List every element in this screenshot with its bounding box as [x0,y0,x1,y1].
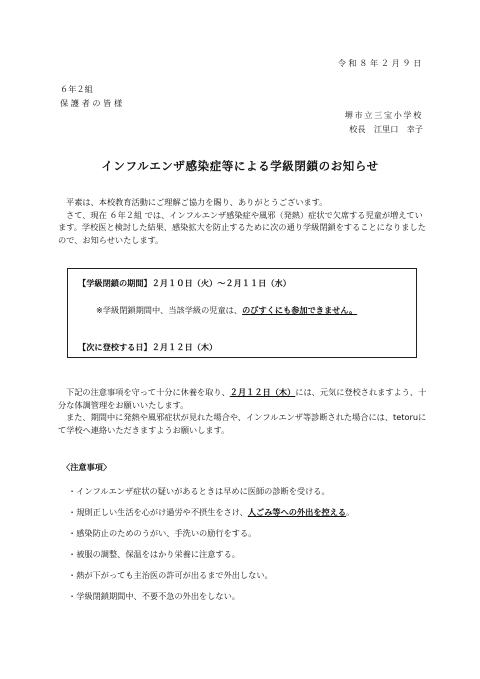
instructions-rest-text-b: には、元気に登校されますよう、十分な体調管理をお願いいたします。 [58,387,427,410]
intro-greeting: 平素は、本校教育活動にご理解ご協力を賜り、ありがとうございます。 [66,197,328,207]
notes-heading: 〈注意事項〉 [62,462,112,472]
intro-section [58,196,430,246]
instructions-rest-text-a: 下記の注意事項を守って十分に休養を取り、 [66,387,230,397]
document-title: インフルエンザ感染症等による学級閉鎖のお知らせ [101,159,379,173]
intro-announcement: さて、現在 ６年２組 では、インフルエンザ感染症や風邪（発熱）症状で欠席する児童が増えています。学校医と検討した結果、感染拡大を防止するために次の通り学級閉鎖をすることになりましたので、お知らせいたします。 [58,209,426,245]
closure-period [78,278,291,289]
issue-date: 令和８年２月９日 [337,58,424,68]
return-date-label: 【次に登校する日】 [78,342,152,352]
sender-school: 堺市立三宝小学校 [344,110,423,120]
list-item: ・感染防止のためのうがい、手洗いの励行をする。 [68,528,257,538]
list-item-emphasis: 人ごみ等への外出を控える [247,507,347,517]
instructions-return-date: ２月１２日（木） [229,387,296,397]
recipient-class: ６年２組 [60,84,93,94]
closure-note-emphasis: のびすくにも参加できません。 [242,305,358,315]
closure-note [96,305,357,316]
list-item: ・インフルエンザ症状の疑いがあるときは早めに医師の診断を受ける。 [68,486,330,496]
closure-info-box [67,268,417,358]
list-item: ・被服の調整、保温をはかり栄養に注意する。 [68,549,240,559]
instructions-rest [58,386,430,411]
instructions-contact: また、期間中に発熱や風邪症状が見れた場合や、インフルエンザ等診断された場合には、tetoruにて学校へ連絡いただきますようお願いします。 [58,412,427,435]
list-item-text: 。 [346,507,355,517]
closure-period-label: 【学級閉鎖の期間】 [78,278,152,288]
return-date [78,342,217,353]
list-item: ・学級閉鎖期間中、不要不急の外出をしない。 [68,591,240,601]
recipient-guardians: 保護者の皆様 [60,98,125,108]
return-date-value: ２月１２日（木） [151,342,218,352]
closure-note-prefix: ※学級閉鎖期間中、当該学級の児童は、 [96,305,243,315]
notes-list [68,486,354,612]
closure-period-value: ２月１０日（火）～２月１１日（水） [151,278,291,288]
sender-principal: 校長 江里口 幸子 [349,124,423,134]
list-item: ・熱が下がっても主治医の許可が出るまで外出しない。 [68,570,273,580]
list-item-text: ・規則正しい生活を心がけ過労や不摂生をさけ、 [68,507,248,517]
instructions-section [58,386,430,436]
list-item [68,507,354,528]
